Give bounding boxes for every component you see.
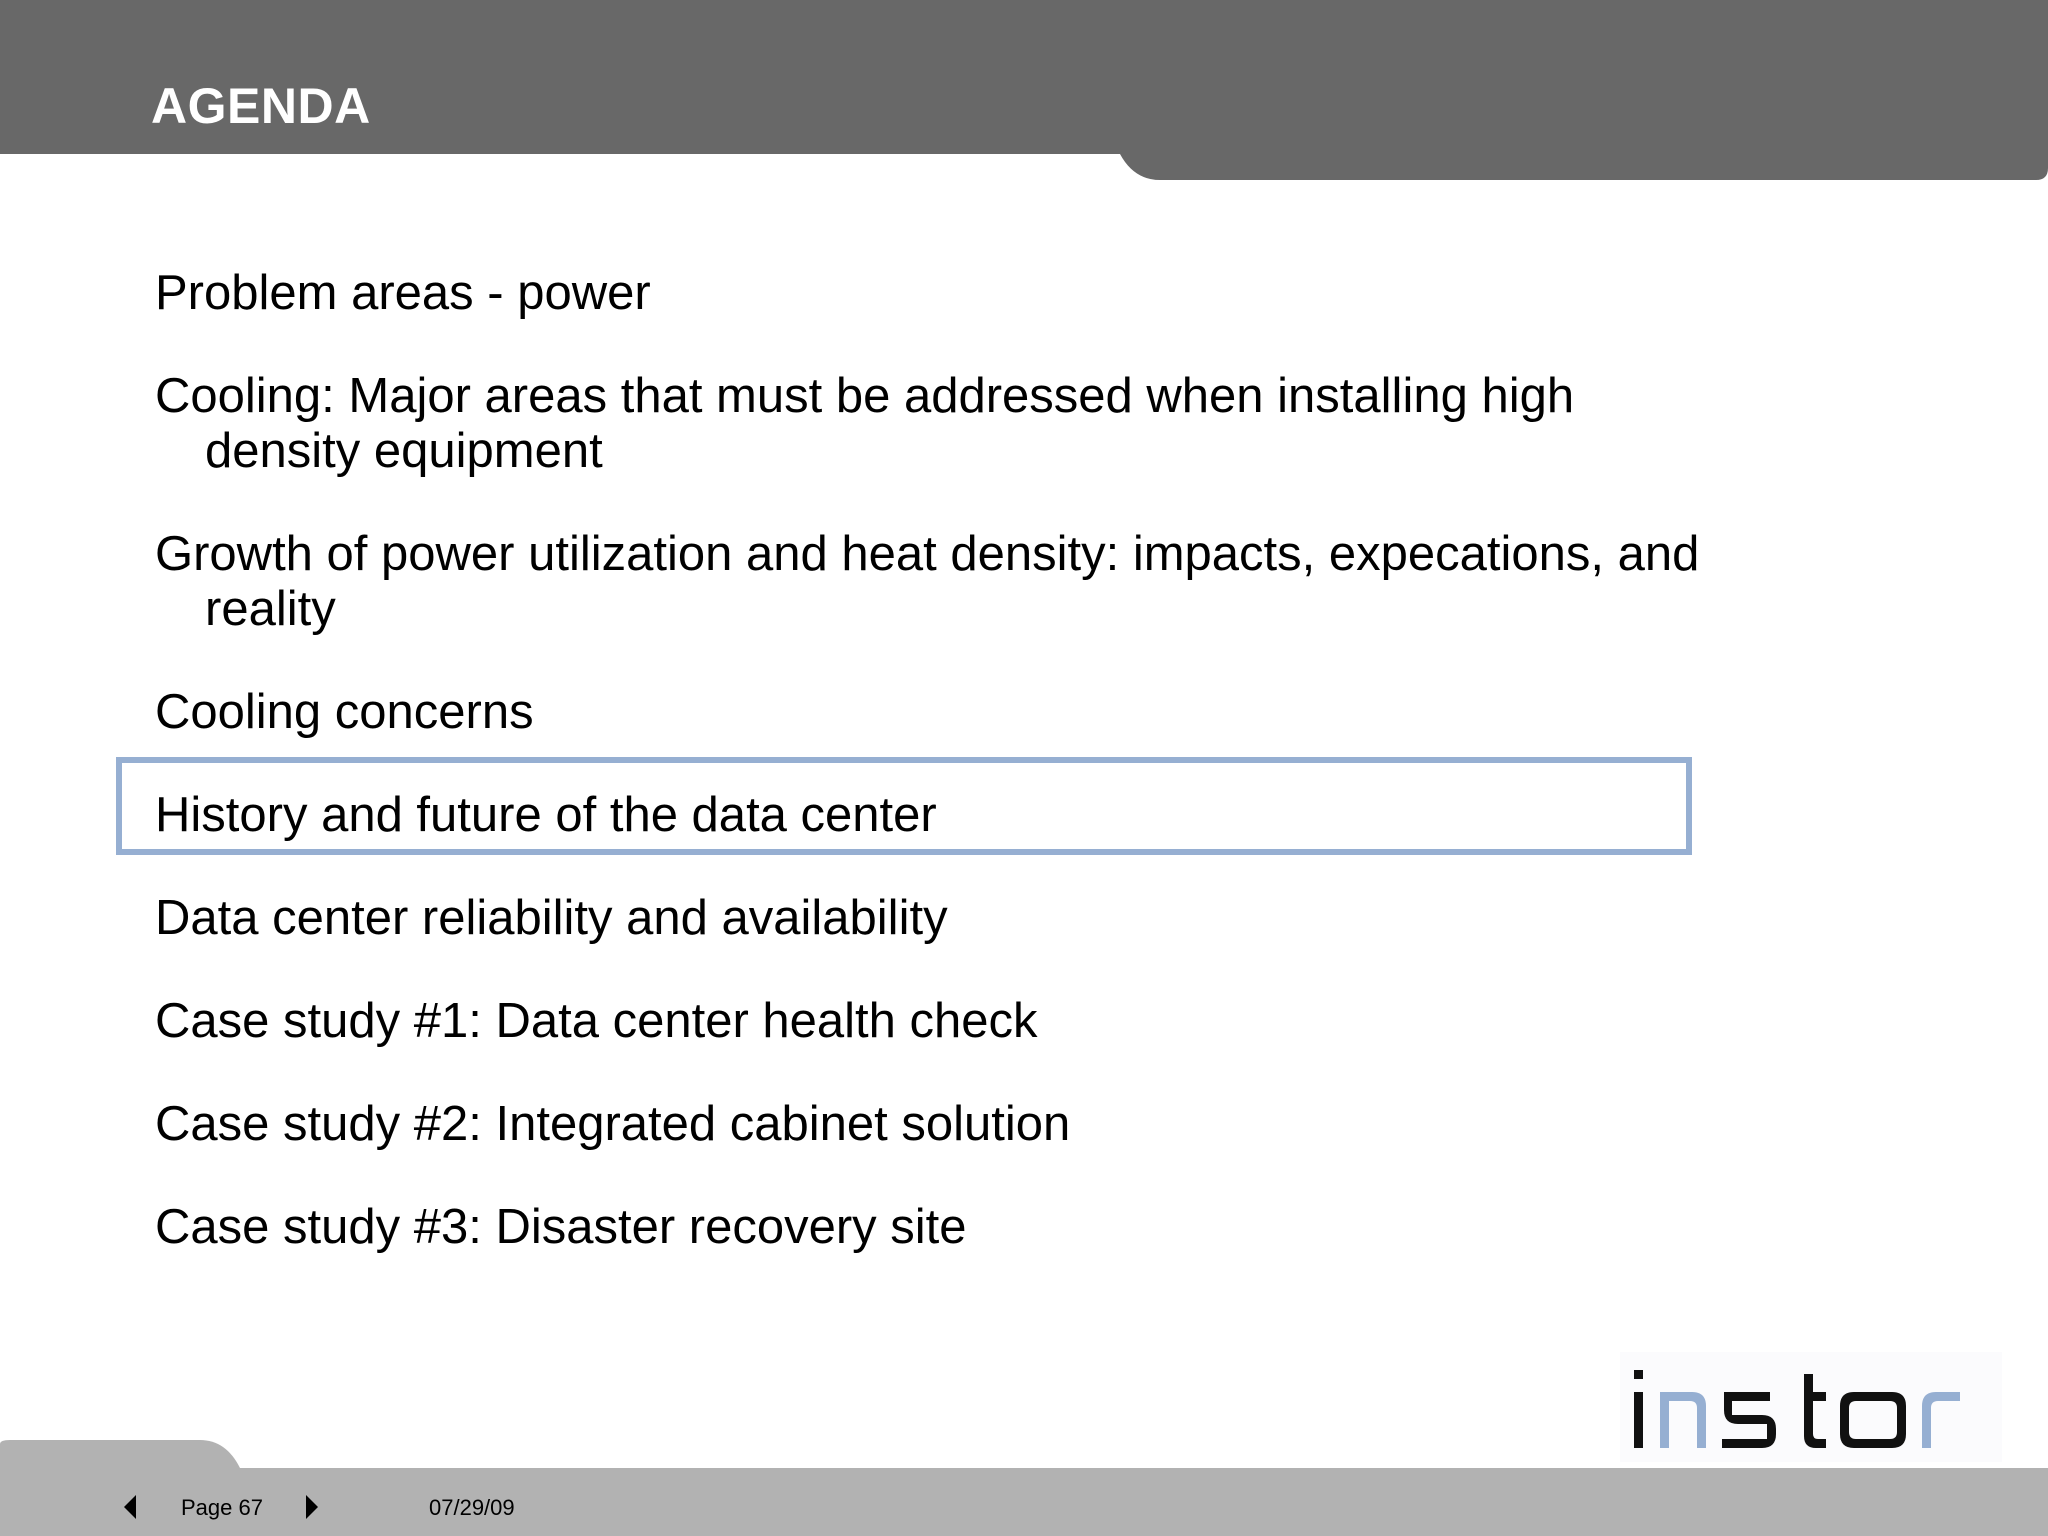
agenda-item: Data center reliability and availability <box>155 891 948 945</box>
agenda-item: Growth of power utilization and heat density: impacts, expecations, and reality <box>155 527 1700 636</box>
slide-title: AGENDA <box>151 78 371 134</box>
agenda-item-highlighted: History and future of the data center <box>155 788 1715 843</box>
triangle-right-icon[interactable] <box>302 1493 322 1521</box>
agenda-item: Problem areas - power <box>155 266 651 320</box>
agenda-item: Case study #1: Data center health check <box>155 994 1038 1048</box>
agenda-item: Cooling: Major areas that must be addressed when installing high density equipment <box>155 369 1575 478</box>
slide-date: 07/29/09 <box>429 1495 515 1520</box>
page-number: Page 67 <box>181 1495 263 1520</box>
agenda-item: Case study #2: Integrated cabinet solution <box>155 1097 1071 1151</box>
agenda-list <box>155 266 1715 1303</box>
agenda-item: Cooling concerns <box>155 685 534 739</box>
agenda-item: Case study #3: Disaster recovery site <box>155 1200 967 1254</box>
triangle-left-icon[interactable] <box>120 1493 140 1521</box>
